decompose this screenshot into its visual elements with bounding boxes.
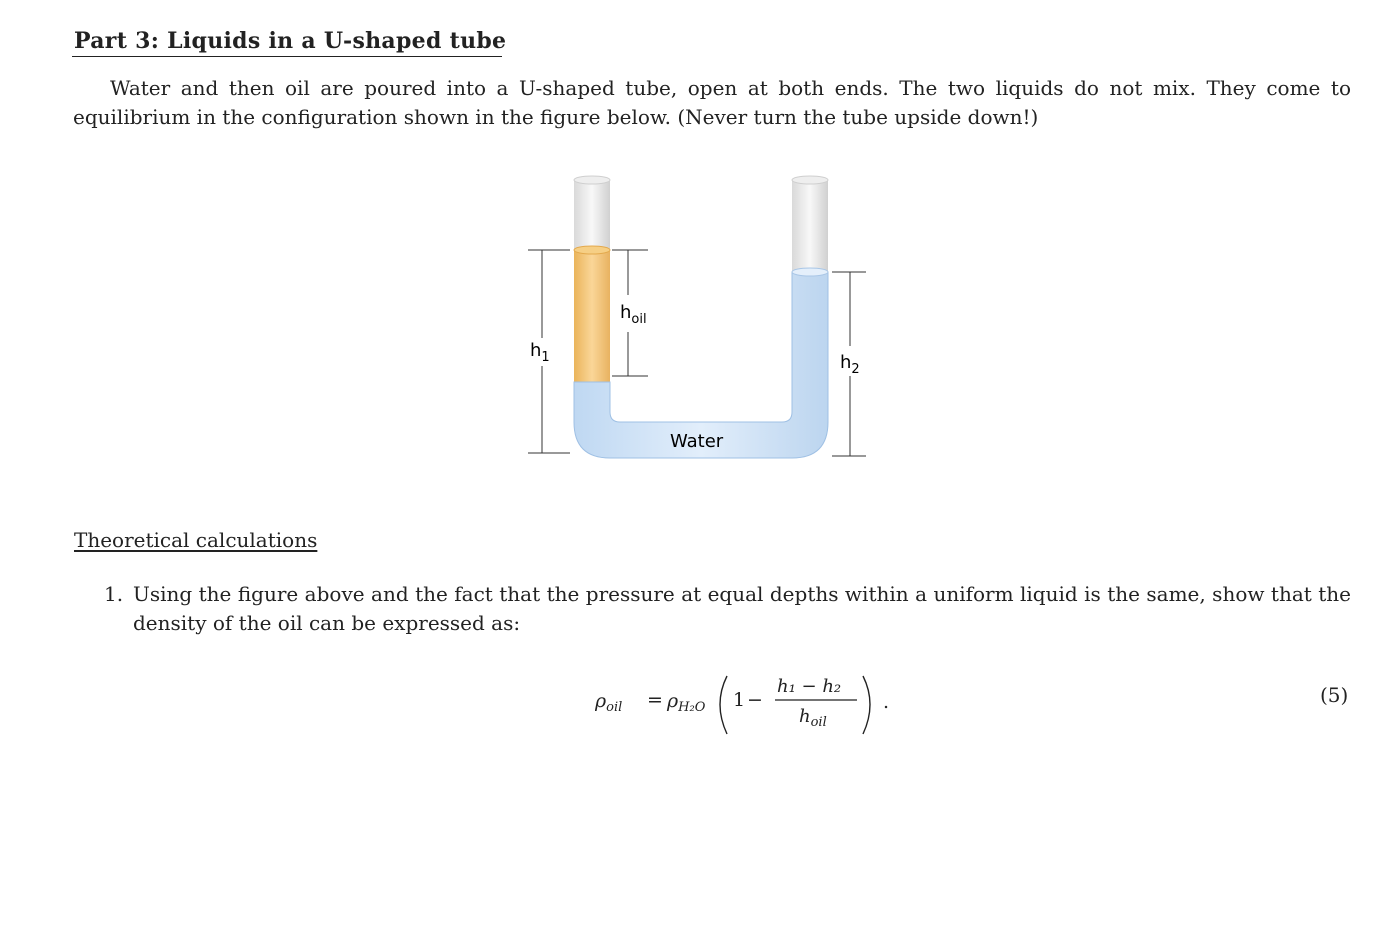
question-item	[104, 580, 1351, 638]
question-number: 1.	[104, 582, 124, 606]
water-label: Water	[670, 431, 724, 452]
eq-period: .	[883, 691, 890, 713]
h1-label: $h_1$	[530, 340, 550, 365]
u-tube-figure	[520, 160, 880, 480]
section-title: Theoretical calculations	[74, 528, 318, 552]
eq-left-paren	[720, 676, 727, 734]
eq-minus: −	[747, 689, 763, 711]
intro-paragraph: Water and then oil are poured into a U-shaped tube, open at both ends. The two liquids do not mix. They come to equilibrium in the configuration shown in the figure below. (Never turn the tube upside down!)	[73, 76, 1351, 129]
oil-column	[574, 250, 610, 382]
equation-number: (5)	[1320, 683, 1349, 707]
h-oil-label: $h_{oil}$	[620, 302, 647, 327]
right-tube-empty	[792, 180, 828, 272]
eq-right-paren	[863, 676, 870, 734]
right-tube-opening	[792, 176, 828, 184]
eq-one: 1	[733, 689, 746, 711]
question-text: Using the figure above and the fact that the pressure at equal depths within a uniform liquid is the same, show that the density of the oil can be expressed as:	[133, 582, 1351, 635]
eq-equals: =	[647, 689, 663, 711]
heading-underline	[72, 56, 502, 57]
left-tube-opening	[574, 176, 610, 184]
part-heading: Part 3: Liquids in a U-shaped tube	[74, 28, 507, 54]
eq-rhs: $\rho_{H_2O}$	[667, 690, 706, 715]
left-tube-empty	[574, 180, 610, 250]
eq-denominator: $h_{oil}$	[799, 706, 827, 730]
oil-surface	[574, 246, 610, 254]
eq-numerator: h₁ − h₂	[777, 676, 842, 697]
water-surface-right	[792, 268, 828, 276]
eq-lhs: $\rho_{oil}$	[595, 690, 623, 715]
density-equation	[595, 664, 915, 744]
h2-label: $h_2$	[840, 352, 860, 377]
